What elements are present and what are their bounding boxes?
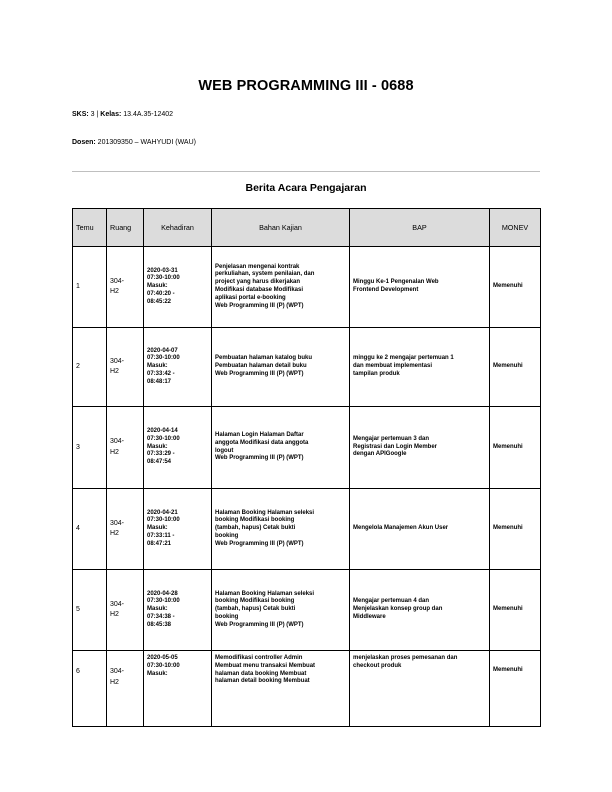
dosen-label: Dosen: [72, 139, 96, 146]
cell-bap: Mengelola Manajemen Akun User [350, 489, 490, 570]
cell-temu: 4 [73, 489, 107, 570]
cell-kehadiran: 2020-04-07 07:30-10:00 Masuk: 07:33:42 - 08:48:17 [144, 328, 212, 407]
cell-ruang: 304- H2 [107, 570, 144, 651]
sks-label: SKS: [72, 111, 89, 118]
header-ruang: Ruang [107, 209, 144, 247]
dosen-line [72, 139, 196, 146]
sks-value: 3 | [88, 111, 101, 118]
cell-temu: 5 [73, 570, 107, 651]
table-row [73, 651, 541, 727]
kelas-value: 13.4A.35-12402 [121, 111, 174, 118]
cell-temu: 6 [73, 651, 107, 727]
cell-kehadiran: 2020-05-05 07:30-10:00 Masuk: [144, 651, 212, 727]
cell-bap: Mengajar pertemuan 4 dan Menjelaskan konsep group dan Middleware [350, 570, 490, 651]
page-title: WEB PROGRAMMING III - 0688 [198, 78, 414, 94]
bap-table [72, 208, 541, 727]
header-monev: MONEV [490, 209, 541, 247]
cell-ruang: 304- H2 [107, 651, 144, 727]
kelas-label: Kelas: [100, 111, 122, 118]
cell-monev: Memenuhi [490, 407, 541, 489]
cell-monev: Memenuhi [490, 247, 541, 328]
cell-monev: Memenuhi [490, 328, 541, 407]
cell-bahan-kajian: Memodifikasi controller Admin Membuat menu transaksi Membuat halaman data booking Membuat halaman detail booking Membuat [212, 651, 350, 727]
table-row [73, 489, 541, 570]
cell-kehadiran: 2020-04-28 07:30-10:00 Masuk: 07:34:38 - 08:45:38 [144, 570, 212, 651]
cell-kehadiran: 2020-04-21 07:30-10:00 Masuk: 07:33:11 - 08:47:21 [144, 489, 212, 570]
cell-bahan-kajian: Halaman Booking Halaman seleksi booking Modifikasi booking (tambah, hapus) Cetak bukti booking Web Programming III (P) (WPT) [212, 570, 350, 651]
cell-monev: Memenuhi [490, 489, 541, 570]
cell-temu: 1 [73, 247, 107, 328]
table-row [73, 570, 541, 651]
cell-temu: 3 [73, 407, 107, 489]
cell-bap: minggu ke 2 mengajar pertemuan 1 dan membuat implementasi tampilan produk [350, 328, 490, 407]
table-row [73, 407, 541, 489]
table-header-row [73, 209, 541, 247]
header-temu: Temu [73, 209, 107, 247]
cell-bap: menjelaskan proses pemesanan dan checkout produk [350, 651, 490, 727]
cell-temu: 2 [73, 328, 107, 407]
header-kehadiran: Kehadiran [144, 209, 212, 247]
cell-ruang: 304- H2 [107, 328, 144, 407]
cell-kehadiran: 2020-03-31 07:30-10:00 Masuk: 07:40:20 - 08:45:22 [144, 247, 212, 328]
table-row [73, 328, 541, 407]
cell-kehadiran: 2020-04-14 07:30-10:00 Masuk: 07:33:29 - 08:47:54 [144, 407, 212, 489]
cell-bap: Mengajar pertemuan 3 dan Registrasi dan Login Member dengan APIGoogle [350, 407, 490, 489]
cell-bahan-kajian: Halaman Booking Halaman seleksi booking Modifikasi booking (tambah, hapus) Cetak bukti booking Web Programming III (P) (WPT) [212, 489, 350, 570]
cell-bahan-kajian: Halaman Login Halaman Daftar anggota Modifikasi data anggota logout Web Programming III (P) (WPT) [212, 407, 350, 489]
divider [72, 171, 540, 172]
cell-monev: Memenuhi [490, 570, 541, 651]
section-title: Berita Acara Pengajaran [245, 182, 367, 194]
cell-bahan-kajian: Penjelasan mengenai kontrak perkuliahan, system penilaian, dan project yang harus dikerjakan Modifikasi database Modifikasi aplikasi portal e-booking Web Programming III (P) (WPT) [212, 247, 350, 328]
cell-bap: Minggu Ke-1 Pengenalan Web Frontend Development [350, 247, 490, 328]
header-bahan-kajian: Bahan Kajian [212, 209, 350, 247]
cell-ruang: 304- H2 [107, 407, 144, 489]
sks-kelas-line [72, 111, 173, 118]
cell-ruang: 304- H2 [107, 247, 144, 328]
cell-bahan-kajian: Pembuatan halaman katalog buku Pembuatan halaman detail buku Web Programming III (P) (WPT) [212, 328, 350, 407]
cell-ruang: 304- H2 [107, 489, 144, 570]
cell-monev: Memenuhi [490, 651, 541, 727]
table-row [73, 247, 541, 328]
dosen-value: 201309350 – WAHYUDI (WAU) [95, 139, 196, 146]
header-bap: BAP [350, 209, 490, 247]
